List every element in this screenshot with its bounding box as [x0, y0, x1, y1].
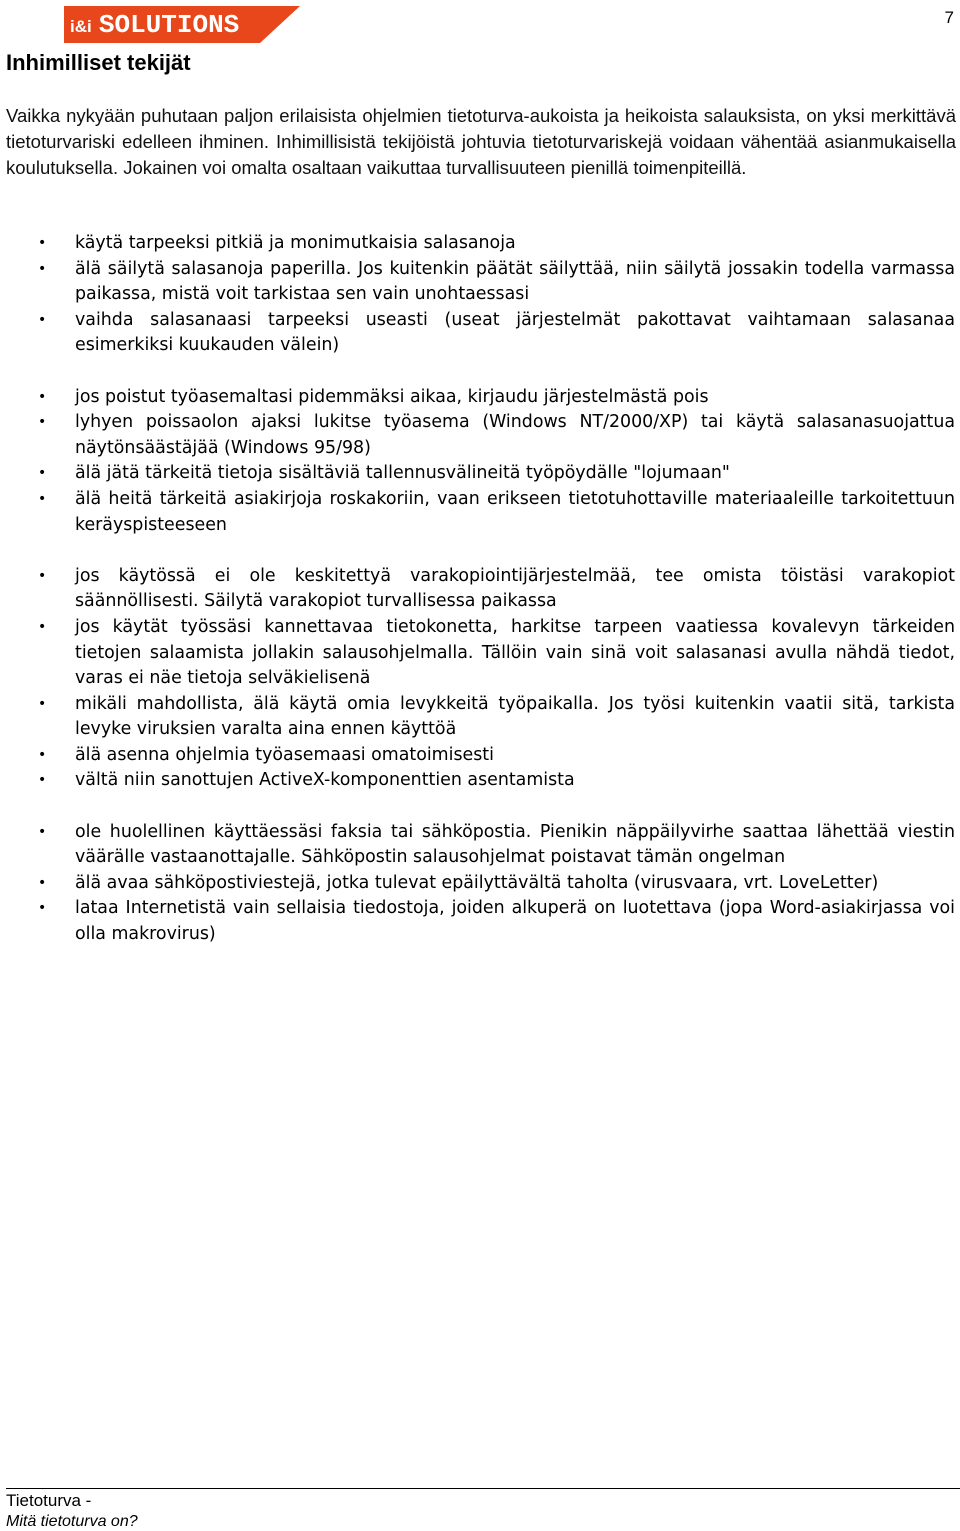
list-item-text: älä asenna ohjelmia työasemaasi omatoimisesti — [75, 744, 494, 765]
list-item-text: ole huolellinen käyttäessäsi faksia tai sähköpostia. Pienikin näppäilyvirhe saattaa lähettää viestin väärälle vastaanottajalle. Sähköpostin salausohjelmat poistavat tämän ongelman — [75, 821, 955, 868]
bullet-group — [0, 385, 960, 539]
footer-subtitle: Mitä tietoturva on? — [6, 1513, 138, 1530]
bullet-icon: • — [38, 260, 47, 277]
list-item-text: jos poistut työasemaltasi pidemmäksi aikaa, kirjaudu järjestelmästä pois — [75, 386, 709, 407]
list-item — [0, 692, 955, 743]
list-item-text: lyhyen poissaolon ajaksi lukitse työasema (Windows NT/2000/XP) tai käytä salasanasuojattua näytönsäästäjää (Windows 95/98) — [75, 412, 955, 458]
bullet-group — [0, 820, 960, 948]
footer-title: Tietoturva - — [6, 1491, 92, 1510]
bullet-group — [0, 564, 960, 794]
list-item — [0, 564, 955, 615]
bullet-list — [0, 231, 960, 973]
list-item-text: älä heitä tärkeitä asiakirjoja roskakoriin, vaan erikseen tietotuhottaville materiaaleille tarkoitettuun keräyspisteeseen — [75, 488, 955, 535]
logo-wordmark — [70, 12, 239, 40]
logo-text: SOLUTIONS — [98, 10, 240, 40]
intro-paragraph: Vaikka nykyään puhutaan paljon erilaisista ohjelmien tietoturva-aukoista ja heikoista salauksista, on yksi merkittävä tietoturvariski edelleen ihminen. Inhimillisistä tekijöistä johtuvia tietoturvariskejä voidaan vähentää asianmukaisella koulutuksella. Jokainen voi omalta osaltaan vaikuttaa turvallisuuteen pienillä toimenpiteillä. — [6, 105, 956, 178]
list-item-text: älä avaa sähköpostiviestejä, jotka tulevat epäilyttävältä taholta (virusvaara, vrt. LoveLetter) — [75, 872, 879, 893]
bullet-icon: • — [38, 311, 47, 328]
list-item — [0, 231, 955, 257]
bullet-icon: • — [38, 388, 47, 405]
bullet-icon: • — [38, 618, 47, 635]
bullet-icon: • — [38, 900, 47, 917]
list-item — [0, 820, 955, 871]
list-item — [0, 896, 955, 947]
bullet-icon: • — [38, 823, 47, 840]
bullet-icon: • — [38, 567, 47, 584]
bullet-icon: • — [38, 874, 47, 891]
list-item-text: vaihda salasanaasi tarpeeksi useasti (useat järjestelmät pakottavat vaihtamaan salasanaa esimerkiksi kuukauden välein) — [75, 309, 955, 356]
bullet-icon: • — [38, 490, 47, 507]
list-item — [0, 743, 955, 769]
list-item — [0, 768, 955, 794]
list-item — [0, 308, 955, 359]
list-item — [0, 615, 955, 692]
bullet-group — [0, 231, 960, 359]
list-item-text: vältä niin sanottujen ActiveX-komponenttien asentamista — [75, 770, 575, 791]
bullet-icon: • — [38, 414, 47, 431]
list-item — [0, 410, 955, 461]
page-number: 7 — [944, 8, 954, 27]
section-heading: Inhimilliset tekijät — [6, 50, 191, 75]
logo-prefix: i&i — [70, 17, 92, 36]
list-item-text: mikäli mahdollista, älä käytä omia levykkeitä työpaikalla. Jos työsi kuitenkin vaatii sitä, tarkista levyke viruksien varalta aina ennen käyttöä — [75, 693, 955, 740]
list-item-text: lataa Internetistä vain sellaisia tiedostoja, joiden alkuperä on luotettava (jopa Word-asiakirjassa voi olla makrovirus) — [75, 898, 955, 945]
list-item-text: jos käytät työssäsi kannettavaa tietokonetta, harkitse tarpeen vaatiessa kovalevyn tärkeiden tietojen salaamista jollakin salausohjelmalla. Tällöin vain sinä voit salasanasi avulla nähdä tiedot, varas ei näe tietoja selväkielisenä — [75, 616, 955, 689]
bullet-icon: • — [38, 772, 47, 789]
list-item-text: käytä tarpeeksi pitkiä ja monimutkaisia salasanoja — [75, 233, 516, 253]
bullet-icon: • — [38, 695, 47, 712]
bullet-icon: • — [38, 746, 47, 763]
list-item-text: älä jätä tärkeitä tietoja sisältäviä tallennusvälineitä työpöydälle "lojumaan" — [75, 463, 730, 484]
list-item — [0, 487, 955, 538]
bullet-icon: • — [38, 465, 47, 482]
footer-divider — [6, 1488, 960, 1489]
list-item-text: älä säilytä salasanoja paperilla. Jos kuitenkin päätät säilyttää, niin säilytä jossakin todella varmassa paikassa, mistä voit tarkistaa sen vain unohtaessasi — [75, 258, 955, 305]
bullet-icon: • — [38, 235, 47, 251]
list-item — [0, 385, 955, 411]
list-item-text: jos käytössä ei ole keskitettyä varakopiointijärjestelmää, tee omista töistäsi varakopiot säännöllisesti. Säilytä varakopiot turvallisessa paikassa — [75, 565, 955, 612]
list-item — [0, 461, 955, 487]
list-item — [0, 871, 955, 897]
company-logo — [6, 6, 300, 43]
list-item — [0, 257, 955, 308]
